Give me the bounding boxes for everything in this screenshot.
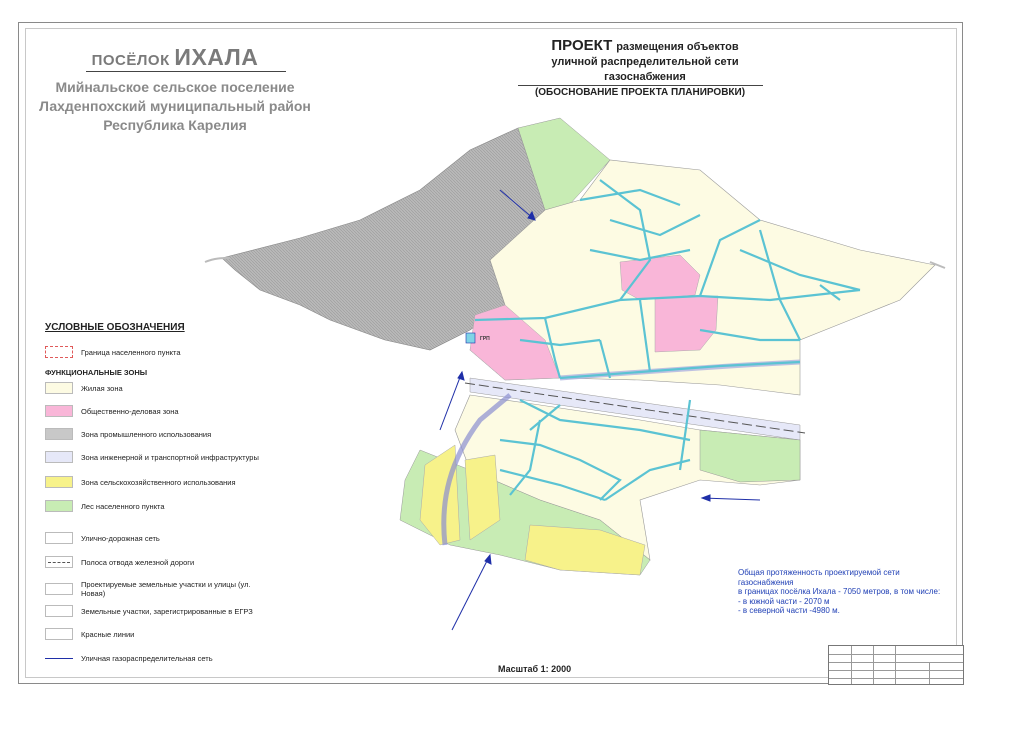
legend-zone-industrial [45, 426, 211, 442]
legend-line-label: Уличная газораспределительная сеть [81, 653, 213, 663]
admin-line-3: Республика Карелия [103, 117, 247, 133]
legend-street-network [45, 530, 160, 546]
legend-line-label: Улично-дорожная сеть [81, 533, 160, 543]
settlement-title-block [40, 44, 310, 71]
legend-zone-label: Жилая зона [81, 383, 123, 393]
project-title-line-2: уличной распределительной сети [551, 56, 739, 68]
boundary-swatch [45, 346, 73, 358]
residential-swatch [45, 382, 73, 394]
legend-zones-title: ФУНКЦИОНАЛЬНЫЕ ЗОНЫ [45, 368, 148, 377]
street-swatch [45, 532, 73, 544]
settlement-prefix: ПОСЁЛОК [91, 52, 170, 69]
legend-zone-label: Зона промышленного использования [81, 429, 212, 439]
infrastructure-swatch [45, 451, 73, 463]
legend [45, 322, 285, 333]
red-lines-swatch [45, 628, 73, 640]
note-line-3: - в южной части - 2070 м [738, 596, 830, 606]
legend-registered-plots [45, 603, 253, 619]
projected-plots-swatch [45, 583, 73, 595]
title-stamp [828, 645, 964, 685]
registered-plots-swatch [45, 605, 73, 617]
admin-line-2: Лахденпохский муниципальный район [39, 98, 311, 114]
gas-network-swatch [45, 652, 73, 664]
admin-line-1: Мийнальское сельское поселение [55, 79, 295, 95]
legend-line-label: Проектируемые земельные участки и улицы (ул. Новая) [81, 580, 251, 598]
project-title-block [520, 38, 770, 85]
settlement-name: ИХАЛА [174, 44, 259, 70]
legend-zone-label: Зона инженерной и транспортной инфраструктуры [81, 452, 259, 462]
legend-zone-public [45, 403, 179, 419]
legend-projected-plots [45, 578, 271, 600]
legend-zone-forest [45, 498, 165, 514]
network-length-note [738, 568, 953, 616]
note-line-2: в границах посёлка Ихала - 7050 метров, в том числе: [738, 587, 941, 596]
legend-boundary [45, 344, 181, 360]
title-underline [86, 71, 286, 72]
settlement-title [40, 44, 310, 71]
forest-swatch [45, 500, 73, 512]
admin-lines [25, 78, 325, 135]
legend-line-label: Красные линии [81, 629, 135, 639]
legend-zone-infrastructure [45, 449, 259, 465]
legend-line-label: Земельные участки, зарегистрированные в ЕГРЗ [81, 606, 253, 616]
legend-zone-residential [45, 380, 123, 396]
legend-railway-strip [45, 554, 194, 570]
legend-line-label: Полоса отвода железной дороги [81, 557, 195, 567]
public-swatch [45, 405, 73, 417]
industrial-swatch [45, 428, 73, 440]
agricultural-swatch [45, 476, 73, 488]
legend-red-lines [45, 626, 134, 642]
project-underline [518, 85, 763, 86]
project-title-part-1: размещения объектов [616, 41, 739, 53]
legend-zone-agricultural [45, 474, 236, 490]
project-title-line-1 [520, 38, 770, 55]
map-scale: Масштаб 1: 2000 [498, 664, 572, 674]
legend-zone-label: Общественно-деловая зона [81, 406, 179, 416]
note-line-4: - в северной части -4980 м. [738, 606, 840, 615]
legend-zone-label: Лес населенного пункта [81, 501, 165, 511]
legend-zone-label: Зона сельскохозяйственного использования [81, 477, 236, 487]
project-word: ПРОЕКТ [551, 37, 613, 54]
legend-boundary-label: Граница населенного пункта [81, 347, 181, 357]
project-subtitle: (ОБОСНОВАНИЕ ПРОЕКТА ПЛАНИРОВКИ) [534, 87, 746, 98]
note-line-1: Общая протяженность проектируемой сети газоснабжения [738, 568, 900, 587]
grp-marker [466, 333, 475, 343]
railway-swatch [45, 556, 73, 568]
project-title-line-3: газоснабжения [604, 71, 686, 83]
legend-gas-network [45, 650, 213, 666]
legend-title: УСЛОВНЫЕ ОБОЗНАЧЕНИЯ [45, 322, 185, 333]
grp-label: ГРП [480, 336, 490, 342]
